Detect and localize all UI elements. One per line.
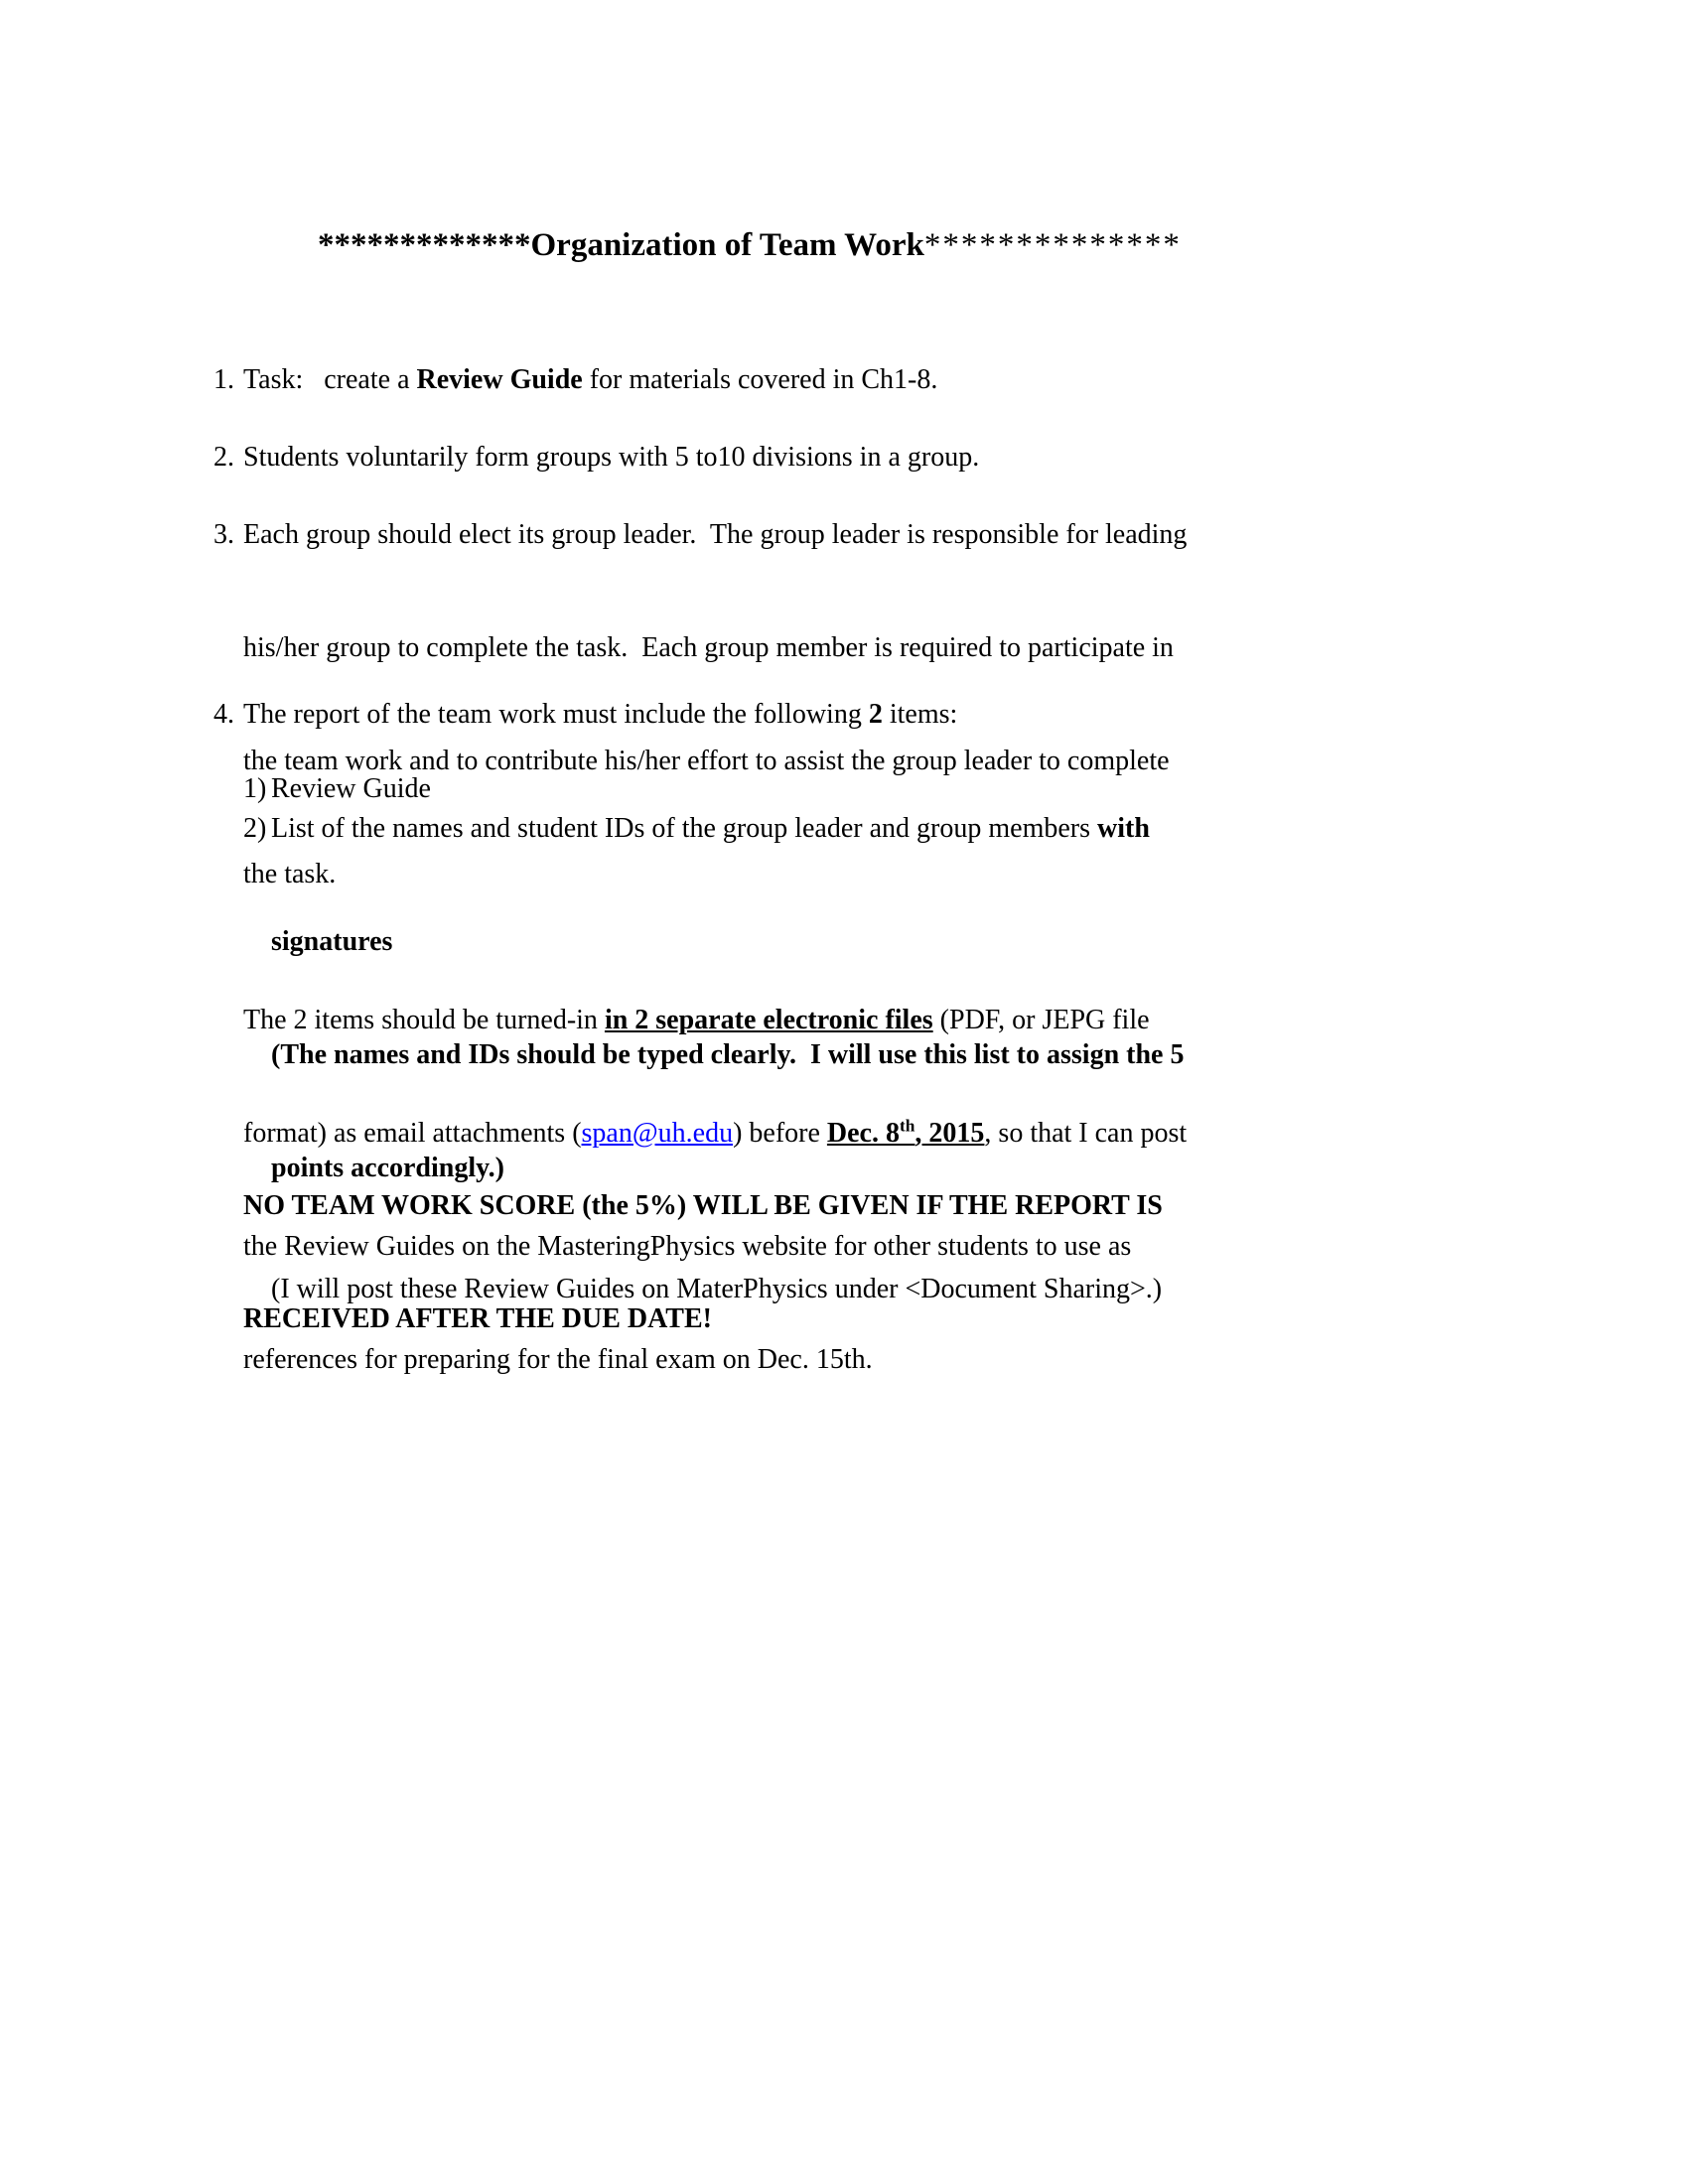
item-3-text-line-2: his/her group to complete the task. Each group member is required to participate in — [243, 632, 1174, 663]
email-link[interactable]: span@uh.edu — [581, 1118, 734, 1149]
sub-item-2-note-line-1: (The names and IDs should be typed clearly. I will use this list to assign the 5 — [271, 1039, 1185, 1070]
warning-line-1 — [243, 1187, 1163, 1225]
due-date-year: , 2015 — [914, 1118, 985, 1149]
turnin-line-2-post: , so that I can post — [984, 1118, 1188, 1149]
title-right-asterisks: ************** — [923, 227, 1182, 263]
sub-item-1-text: Review Guide — [271, 773, 431, 804]
sub-item-2-line-1 — [243, 810, 1184, 848]
turnin-line-1-pre: The 2 items should be turned-in — [243, 1005, 605, 1035]
item-3-text-line-4: the task. — [243, 859, 337, 889]
sub-item-2-note-line-2: points accordingly.) — [271, 1153, 504, 1183]
item-3-text-line-3: the team work and to contribute his/her effort to assist the group leader to complete — [243, 746, 1170, 776]
sub-item-2-text-regular: List of the names and student IDs of the group leader and group members — [271, 813, 1098, 844]
item-1-text-pre: Task: create a — [243, 364, 417, 395]
item-4-text-post: items: — [882, 699, 958, 730]
title-text: Organization of Team Work — [530, 227, 924, 263]
item-2-number: 2. — [213, 442, 234, 473]
title-left-asterisks: ************* — [318, 227, 531, 263]
item-1-text-bold: Review Guide — [416, 364, 583, 395]
due-date-ordinal-superscript: th — [899, 1116, 915, 1136]
turnin-line-2-pre: format) as email attachments ( — [243, 1118, 582, 1149]
sub-item-2-number: 2) — [243, 813, 267, 844]
turnin-line-2-mid: ) before — [733, 1118, 827, 1149]
item-1-text-post: for materials covered in Ch1-8. — [582, 364, 938, 395]
item-2-text: Students voluntarily form groups with 5 to10 divisions in a group. — [243, 442, 980, 473]
warning-line-1-text: NO TEAM WORK SCORE (the 5%) WILL BE GIVEN IF THE REPORT IS — [243, 1190, 1163, 1221]
item-4-text-pre: The report of the team work must include the following — [243, 699, 869, 730]
turnin-line-4-text: references for preparing for the final exam on Dec. 15th. — [243, 1344, 873, 1375]
warning-line-2-text: RECEIVED AFTER THE DUE DATE! — [243, 1303, 712, 1334]
sub-item-1-number: 1) — [243, 773, 267, 804]
item-4-number: 4. — [213, 699, 234, 730]
sub-item-2-text-signatures: signatures — [271, 926, 393, 957]
due-date-main: Dec. 8 — [826, 1118, 900, 1149]
item-4-text-bold: 2 — [868, 699, 883, 730]
item-3-number: 3. — [213, 519, 234, 550]
footnote — [243, 1233, 1162, 1346]
turnin-files-bold-underline: in 2 separate electronic files — [604, 1005, 933, 1035]
turnin-line-3-text: the Review Guides on the MasteringPhysics website for other students to use as — [243, 1231, 1132, 1262]
footnote-text: (I will post these Review Guides on MaterPhysics under <Document Sharing>.) — [271, 1274, 1163, 1304]
item-1-number: 1. — [213, 364, 234, 395]
list-item-3-line-1 — [213, 516, 1187, 554]
turnin-line-1-post: (PDF, or JEPG file — [932, 1005, 1150, 1035]
sub-item-2-text-bold-with: with — [1097, 813, 1150, 844]
item-3-text-line-1: Each group should elect its group leader. The group leader is responsible for leading — [243, 519, 1188, 550]
turnin-line-1 — [243, 1002, 1187, 1039]
